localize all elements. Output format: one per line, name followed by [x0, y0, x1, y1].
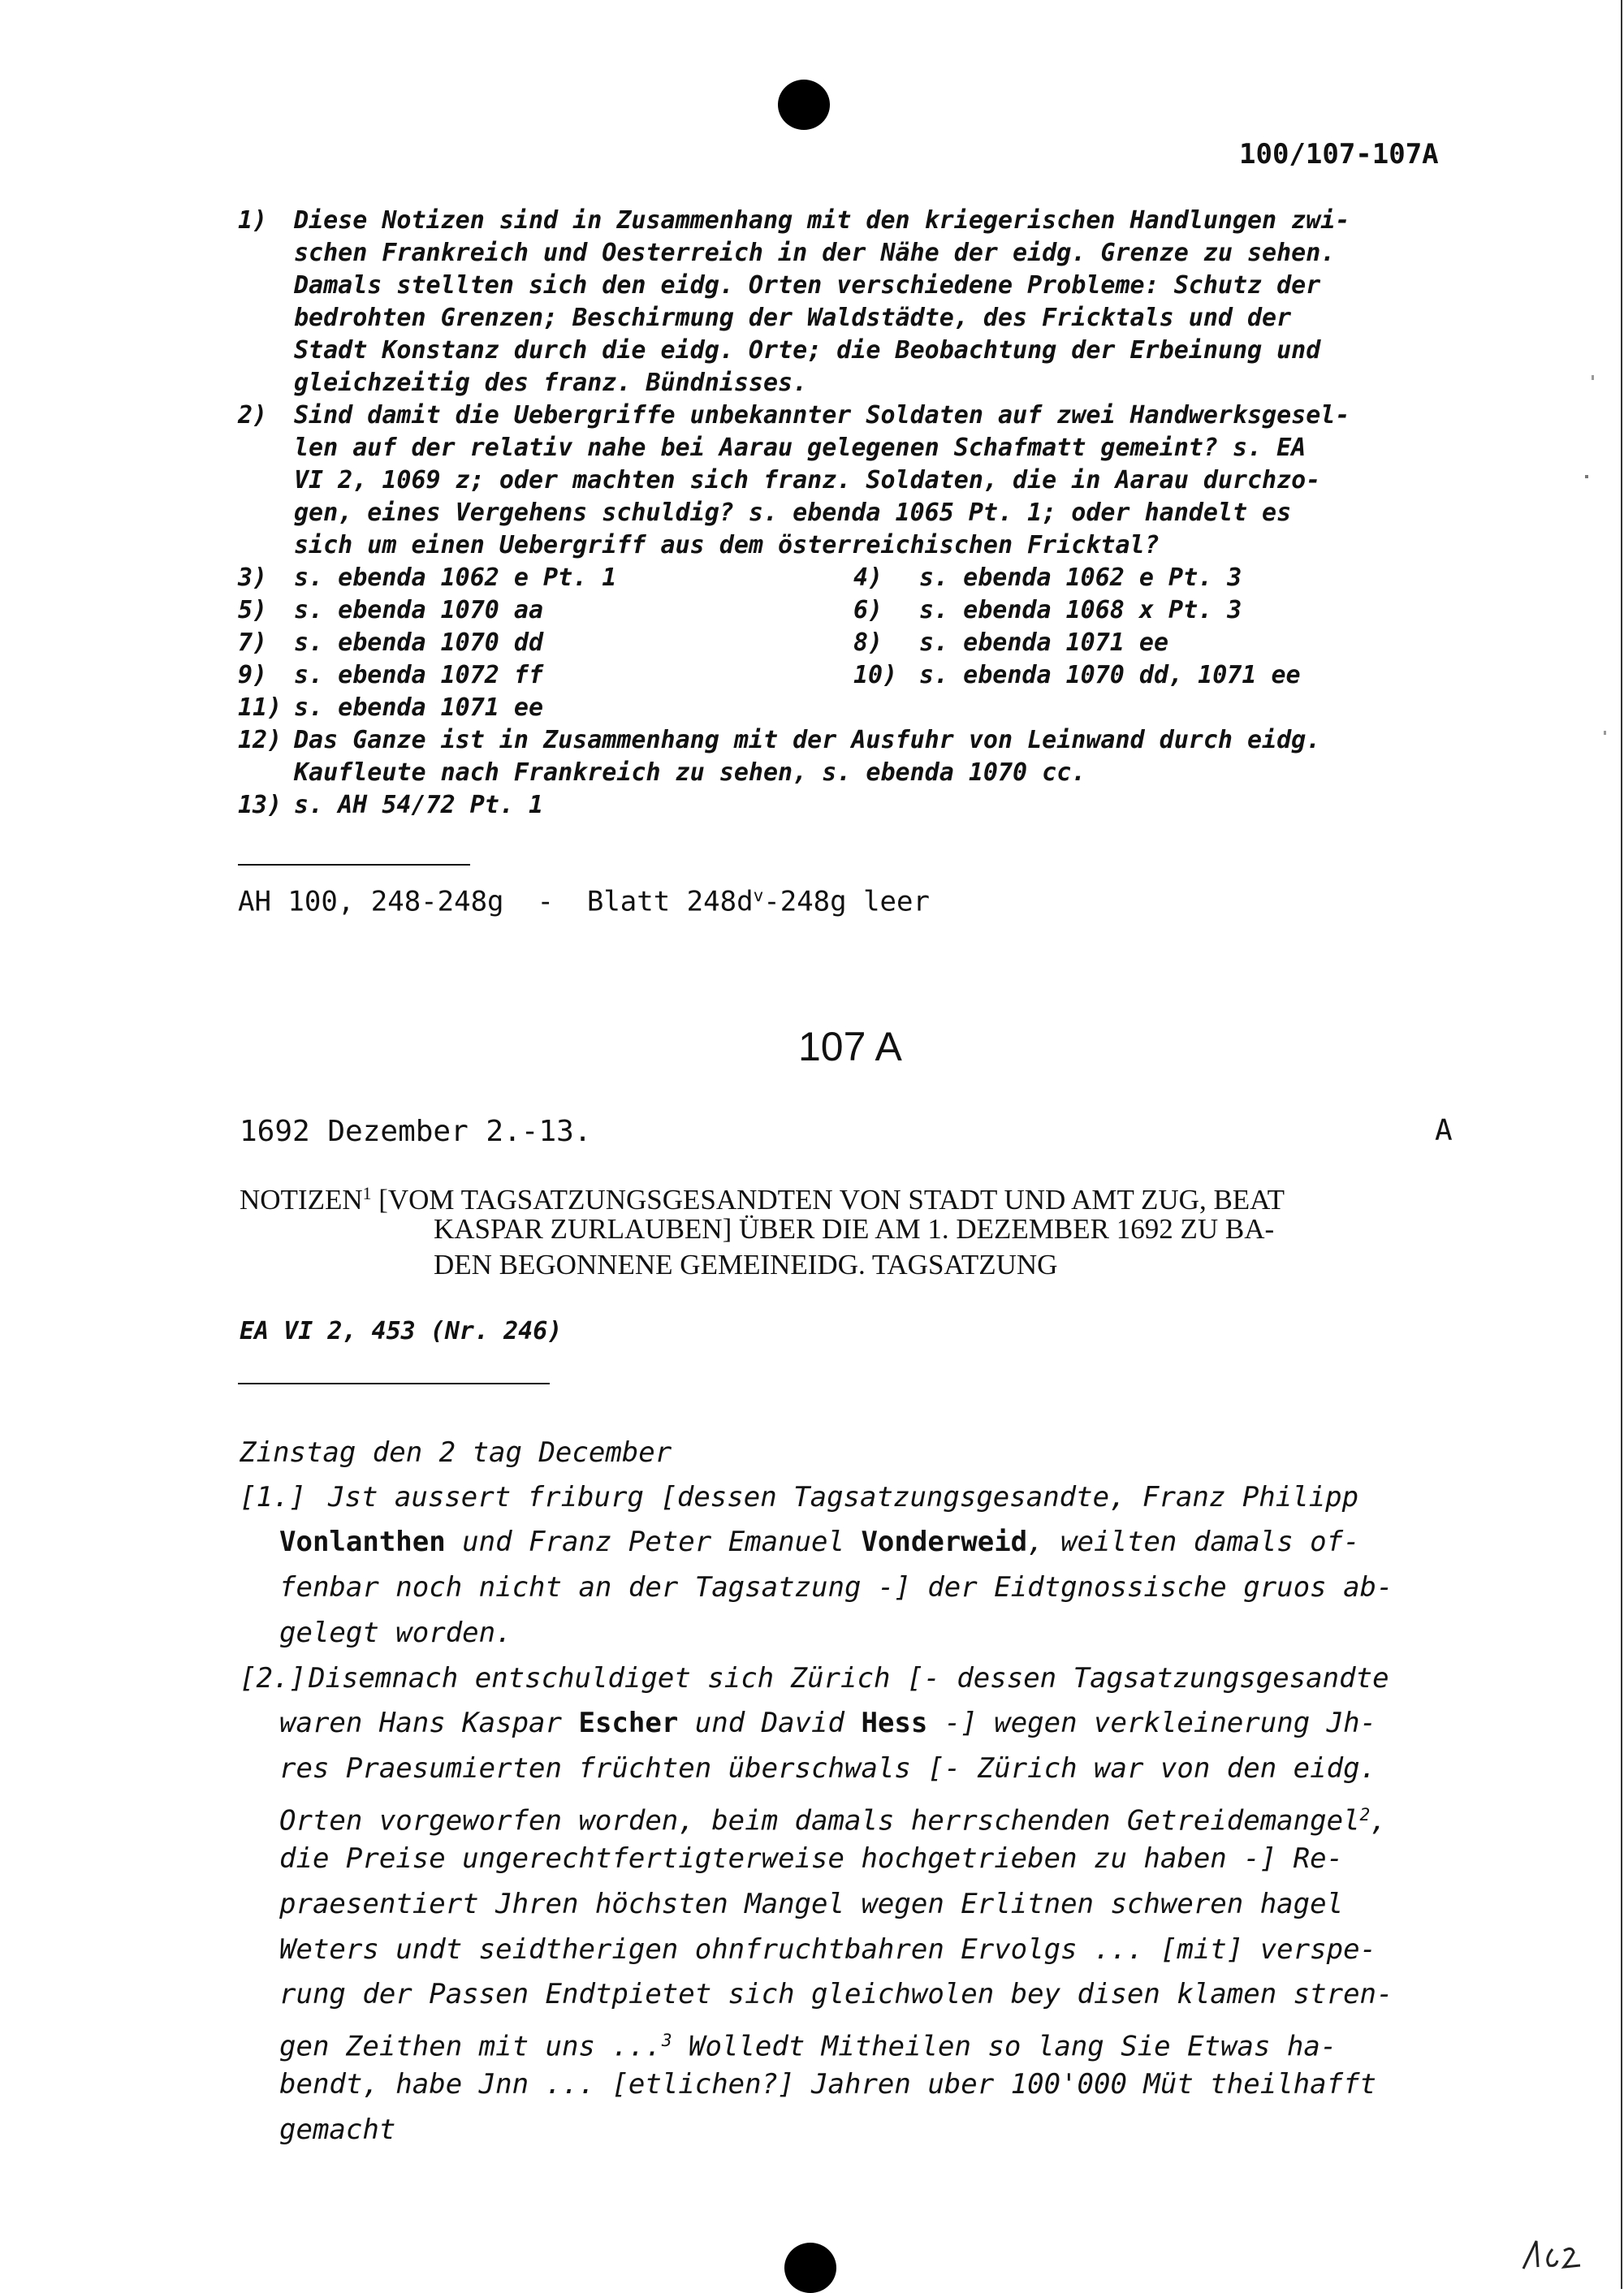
footnote-line: gleichzeitig des franz. Bündnisses.	[294, 369, 808, 397]
body-line: Jst aussert friburg [dessen Tagsatzungsgesandte, Franz Philipp	[328, 1481, 1359, 1514]
footnote-line: Sind damit die Uebergriffe unbekannter Soldaten auf zwei Handwerksgesel-	[294, 401, 1350, 430]
body-line: gemacht	[279, 2114, 396, 2146]
scan-edge-line	[1621, 0, 1622, 2289]
footnote-line: schen Frankreich und Oesterreich in der Nähe der eidg. Grenze zu sehen.	[294, 239, 1336, 267]
body-line: Orten vorgeworfen worden, beim damals herrschenden Getreidemangel$^2$,	[279, 1804, 1387, 1837]
footnote-line: s. AH 54/72 Pt. 1	[294, 791, 544, 819]
body-line: rung der Passen Endtpietet sich gleichwolen bey disen klamen stren-	[279, 1978, 1393, 2010]
footnote-number: 8)	[853, 628, 883, 657]
footnote-line: s. ebenda 1068 x Pt. 3	[919, 596, 1242, 624]
punch-hole-top	[778, 80, 830, 130]
footnote-number: 7)	[238, 628, 268, 657]
footnote-line: Stadt Konstanz durch die eidg. Orte; die Beobachtung der Erbeinung und	[294, 336, 1321, 365]
title-line-1: NOTIZEN$^1$ [VOM TAGSATZUNGSGESANDTEN VON STADT UND AMT ZUG, BEAT	[240, 1183, 1285, 1216]
document-letter: A	[1435, 1114, 1453, 1147]
footnote-number: 13)	[238, 791, 283, 819]
footnote-line: s. ebenda 1070 dd	[294, 628, 544, 657]
body-line: praesentiert Jhren höchsten Mangel wegen Erlitnen schweren hagel	[279, 1888, 1344, 1920]
body-line: fenbar noch nicht an der Tagsatzung -] der Eidtgnossische gruos ab-	[279, 1571, 1393, 1604]
footnote-line: len auf der relativ nahe bei Aarau gelegenen Schafmatt gemeint? s. EA	[294, 434, 1307, 462]
paragraph-number: [2.]	[240, 1662, 306, 1695]
footnote-number: 2)	[238, 401, 268, 430]
body-line: gelegt worden.	[279, 1617, 512, 1649]
scan-speck	[1604, 731, 1606, 735]
separator-rule	[238, 864, 470, 866]
footnote-number: 4)	[853, 564, 883, 592]
footnote-line: sich um einen Uebergriff aus dem österreichischen Fricktal?	[294, 531, 1160, 559]
footnote-line: gen, eines Vergehens schuldig? s. ebenda 1065 Pt. 1; oder handelt es	[294, 499, 1292, 527]
title-line-3: DEN BEGONNENE GEMEINEIDG. TAGSATZUNG	[434, 1249, 1058, 1280]
footnote-line: s. ebenda 1070 aa	[294, 596, 544, 624]
footnote-line: s. ebenda 1071 ee	[919, 628, 1169, 657]
footnote-line: Kaufleute nach Frankreich zu sehen, s. ebenda 1070 cc.	[294, 758, 1086, 787]
title-line-2: KASPAR ZURLAUBEN] ÜBER DIE AM 1. DEZEMBER 1692 ZU BA-	[434, 1213, 1275, 1245]
footnote-line: s. ebenda 1062 e Pt. 1	[294, 564, 617, 592]
footnote-line: s. ebenda 1070 dd, 1071 ee	[919, 661, 1301, 689]
body-line: Disemnach entschuldiget sich Zürich [- dessen Tagsatzungsgesandte	[309, 1662, 1389, 1695]
footnote-line: Damals stellten sich den eidg. Orten verschiedene Probleme: Schutz der	[294, 271, 1321, 300]
scan-speck	[1592, 375, 1594, 380]
footnote-number: 12)	[238, 726, 283, 754]
body-line: Vonlanthen und Franz Peter Emanuel Vonderweid, weilten damals of-	[279, 1526, 1360, 1558]
separator-rule	[238, 1383, 550, 1384]
footnote-line: s. ebenda 1071 ee	[294, 693, 544, 722]
footnote-number: 1)	[238, 206, 268, 235]
paragraph-number: [1.]	[240, 1481, 306, 1514]
source-reference: AH 100, 248-248g - Blatt $248d^v-248g$ leer	[238, 885, 930, 918]
ea-reference: EA VI 2, 453 (Nr. 246)	[240, 1317, 563, 1345]
scan-speck	[1585, 475, 1588, 478]
date-line: 1692 Dezember 2.-13.	[240, 1115, 592, 1148]
body-line: res Praesumierten früchten überschwals [- Zürich war von den eidg.	[279, 1752, 1377, 1785]
footnote-line: s. ebenda 1072 ff	[294, 661, 544, 689]
page-reference: 100/107-107A	[1239, 138, 1439, 171]
body-line: die Preise ungerechtfertigterweise hochgetrieben zu haben -] Re-	[279, 1842, 1344, 1875]
footnote-number: 3)	[238, 564, 268, 592]
footnote-number: 9)	[238, 661, 268, 689]
punch-hole-bottom	[784, 2243, 836, 2293]
footnote-line: VI 2, 1069 z; oder machten sich franz. Soldaten, die in Aarau durchzo-	[294, 466, 1321, 494]
body-line: Weters undt seidtherigen ohnfruchtbahren Ervolgs ... [mit] verspe-	[279, 1933, 1377, 1966]
body-line: waren Hans Kaspar Escher und David Hess -] wegen verkleinerung Jh-	[279, 1707, 1377, 1739]
footnote-line: s. ebenda 1062 e Pt. 3	[919, 564, 1242, 592]
footnote-number: 6)	[853, 596, 883, 624]
footnote-line: Diese Notizen sind in Zusammenhang mit den kriegerischen Handlungen zwi-	[294, 206, 1350, 235]
footnote-number: 11)	[238, 693, 283, 722]
day-heading: Zinstag den 2 tag December	[240, 1436, 672, 1469]
footnote-number: 5)	[238, 596, 268, 624]
handwritten-page-mark	[1520, 2235, 1585, 2274]
footnote-line: Das Ganze ist in Zusammenhang mit der Ausfuhr von Leinwand durch eidg.	[294, 726, 1321, 754]
footnote-line: bedrohten Grenzen; Beschirmung der Waldstädte, des Fricktals und der	[294, 304, 1292, 332]
document-number: 107 A	[798, 1024, 902, 1069]
footnote-number: 10)	[853, 661, 898, 689]
body-line: bendt, habe Jnn ... [etlichen?] Jahren uber 100'000 Müt theilhafft	[279, 2068, 1377, 2101]
body-line: gen Zeithen mit uns ...$^3$ Wolledt Mitheilen so lang Sie Etwas ha-	[279, 2030, 1337, 2063]
